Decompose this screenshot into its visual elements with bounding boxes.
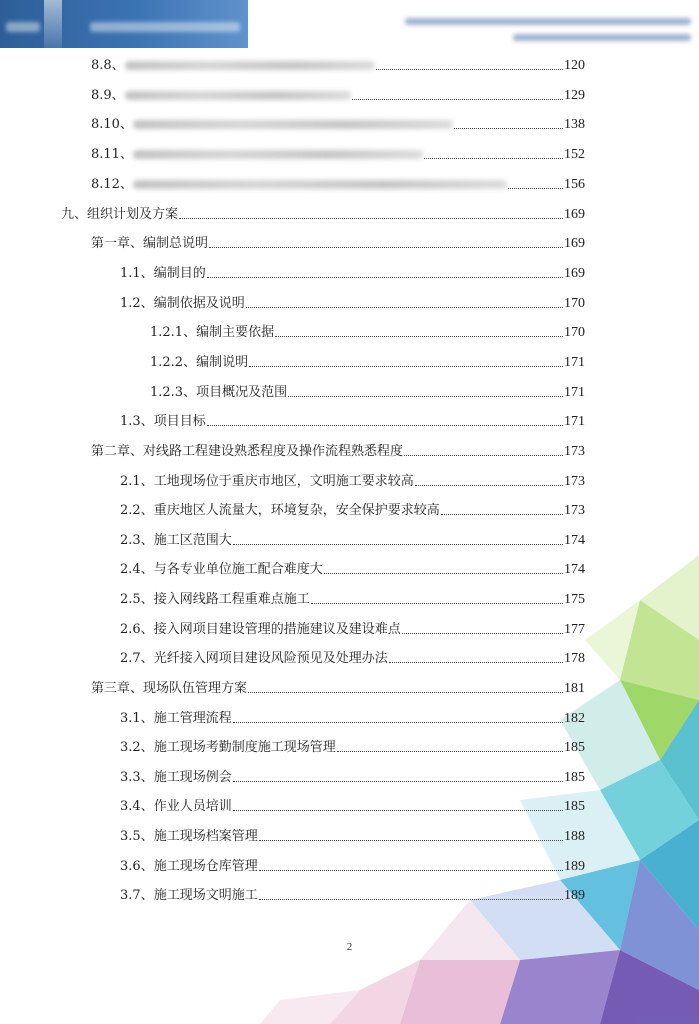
toc-row-number: 1.2.1、	[150, 325, 197, 340]
toc-row-title: 施工管理流程	[153, 711, 232, 726]
toc-row-leader	[454, 128, 563, 129]
toc-row-title: 编制依据及说明	[153, 296, 245, 311]
toc-row-leader	[415, 485, 563, 486]
toc-row-title: 编制主要依据	[196, 325, 275, 340]
toc-row-page: 169	[564, 207, 585, 222]
toc-row[interactable]	[120, 707, 585, 727]
toc-row-leader	[424, 158, 563, 159]
toc-row-page: 181	[564, 681, 585, 696]
toc-row[interactable]	[120, 766, 585, 786]
toc-row[interactable]	[120, 529, 585, 549]
toc-row-page: 129	[564, 88, 585, 103]
toc-row-leader	[337, 751, 563, 752]
toc-row-number: 3.1、	[120, 711, 154, 726]
toc-row-leader	[402, 633, 563, 634]
toc-row-number: 8.11、	[91, 147, 133, 162]
toc-row-number: 8.9、	[91, 88, 125, 103]
toc-row-number: 1.2、	[120, 296, 154, 311]
toc-row-page: 171	[564, 355, 585, 370]
toc-row-page: 120	[564, 58, 585, 73]
toc-row-leader	[233, 722, 563, 723]
toc-row-title: 接入网项目建设管理的措施建议及建设难点	[153, 622, 401, 637]
toc-row[interactable]	[61, 203, 585, 223]
toc-row-page: 171	[564, 414, 585, 429]
toc-row-page: 169	[564, 236, 585, 251]
toc-row-number: 1.1、	[120, 266, 154, 281]
toc-row-number: 8.10、	[91, 117, 133, 132]
toc-row-number: 3.5、	[120, 829, 154, 844]
toc-row-leader	[207, 277, 563, 278]
toc-row-page: 138	[564, 117, 585, 132]
toc-row-page: 152	[564, 147, 585, 162]
toc-row-title: 作业人员培训	[153, 799, 232, 814]
toc-row-redacted-title	[133, 150, 423, 159]
toc-row-leader	[233, 810, 563, 811]
toc-row-number: 3.2、	[120, 740, 154, 755]
toc-row-leader	[389, 662, 563, 663]
toc-row-page: 174	[564, 533, 585, 548]
toc-row-number: 1.2.2、	[150, 355, 197, 370]
toc-row-leader	[246, 307, 563, 308]
toc-row-leader	[248, 692, 563, 693]
toc-row-page: 178	[564, 651, 585, 666]
toc-row-title: 施工现场仓库管理	[153, 859, 258, 874]
toc-row[interactable]	[150, 381, 585, 401]
toc-row-title: 与各专业单位施工配合难度大	[153, 562, 323, 577]
toc-row-number: 8.8、	[91, 58, 125, 73]
toc-row-title: 工地现场位于重庆市地区，文明施工要求较高	[153, 474, 414, 489]
toc-row-redacted-title	[125, 91, 351, 100]
toc-row-number: 3.3、	[120, 770, 154, 785]
toc-row-page: 173	[564, 474, 585, 489]
toc-row-title: 项目概况及范围	[196, 385, 288, 400]
toc-row-page: 170	[564, 296, 585, 311]
toc-row-page: 182	[564, 711, 585, 726]
toc-row[interactable]	[120, 825, 585, 845]
toc-row-number: 1.2.3、	[150, 385, 197, 400]
toc-row-leader	[259, 899, 563, 900]
toc-row-number: 8.12、	[91, 177, 133, 192]
toc-row[interactable]	[120, 588, 585, 608]
toc-row-leader	[259, 840, 563, 841]
toc-row-leader	[259, 870, 563, 871]
toc-row-title: 施工现场文明施工	[153, 888, 258, 903]
toc-row-leader	[207, 425, 563, 426]
toc-row[interactable]	[91, 84, 585, 104]
toc-row-title: 第三章、现场队伍管理方案	[91, 681, 248, 696]
toc-row-page: 169	[564, 266, 585, 281]
toc-row-page: 177	[564, 622, 585, 637]
toc-row-leader	[311, 603, 563, 604]
toc-row[interactable]	[120, 558, 585, 578]
toc-row[interactable]	[150, 351, 585, 371]
toc-row[interactable]	[120, 736, 585, 756]
toc-row[interactable]	[91, 143, 585, 163]
toc-row-page: 173	[564, 503, 585, 518]
toc-row-title: 项目目标	[153, 414, 206, 429]
toc-row-number: 2.4、	[120, 562, 154, 577]
toc-row-leader	[233, 781, 563, 782]
toc-row-number: 2.7、	[120, 651, 154, 666]
toc-row[interactable]	[120, 499, 585, 519]
toc-row[interactable]	[91, 173, 585, 193]
toc-row-leader	[275, 336, 563, 337]
toc-row[interactable]	[120, 647, 585, 667]
page-number: 2	[346, 941, 353, 953]
toc-row[interactable]	[91, 440, 585, 460]
toc-row-redacted-title	[125, 61, 375, 70]
toc-row-title: 第一章、编制总说明	[91, 236, 209, 251]
toc-row-leader	[404, 455, 563, 456]
toc-row[interactable]	[120, 292, 585, 312]
toc-row-leader	[288, 396, 563, 397]
toc-row-number: 2.2、	[120, 503, 154, 518]
toc-row-page: 170	[564, 325, 585, 340]
toc-row-page: 185	[564, 740, 585, 755]
toc-row-title: 施工现场档案管理	[153, 829, 258, 844]
toc-row[interactable]	[120, 795, 585, 815]
toc-row-leader	[508, 188, 563, 189]
toc-row[interactable]	[120, 618, 585, 638]
toc-row-leader	[376, 69, 563, 70]
toc-row-leader	[233, 544, 563, 545]
toc-row-number: 3.4、	[120, 799, 154, 814]
toc-row-number: 2.5、	[120, 592, 154, 607]
toc-row[interactable]	[91, 677, 585, 697]
toc-row-leader	[249, 366, 563, 367]
toc-row-number: 3.7、	[120, 888, 154, 903]
toc-row-title: 光纤接入网项目建设风险预见及处理办法	[153, 651, 388, 666]
toc-row-page: 174	[564, 562, 585, 577]
toc-row[interactable]	[120, 470, 585, 490]
toc-row-leader	[179, 218, 563, 219]
toc-row-title: 编制说明	[196, 355, 249, 370]
toc-row-leader	[441, 514, 563, 515]
toc-row[interactable]	[91, 113, 585, 133]
toc-row-page: 189	[564, 859, 585, 874]
toc-row-redacted-title	[133, 120, 453, 129]
toc-row-page: 185	[564, 770, 585, 785]
toc-row-page: 156	[564, 177, 585, 192]
toc-row-title: 施工区范围大	[153, 533, 232, 548]
toc-row-number: 2.3、	[120, 533, 154, 548]
toc-row-page: 175	[564, 592, 585, 607]
toc-row-number: 2.1、	[120, 474, 154, 489]
toc-row[interactable]	[91, 54, 585, 74]
toc-row-page: 171	[564, 385, 585, 400]
toc-row[interactable]	[120, 262, 585, 282]
toc-row[interactable]	[120, 410, 585, 430]
toc-row-title: 第二章、对线路工程建设熟悉程度及操作流程熟悉程度	[91, 444, 404, 459]
toc-row-number: 1.3、	[120, 414, 154, 429]
toc-row-page: 189	[564, 888, 585, 903]
toc-row-redacted-title	[133, 180, 507, 189]
toc-row-title: 重庆地区人流量大，环境复杂，安全保护要求较高	[153, 503, 440, 518]
toc-row[interactable]	[120, 884, 585, 904]
toc-row-leader	[324, 573, 563, 574]
toc-row-leader	[352, 99, 563, 100]
toc-row-page: 188	[564, 829, 585, 844]
toc-row-page: 173	[564, 444, 585, 459]
toc-row-number: 2.6、	[120, 622, 154, 637]
toc-row-title: 编制目的	[153, 266, 206, 281]
toc-row-title: 施工现场考勤制度施工现场管理	[153, 740, 336, 755]
toc-row[interactable]	[120, 855, 585, 875]
toc-row[interactable]	[91, 232, 585, 252]
toc-row-number: 3.6、	[120, 859, 154, 874]
toc-row-title: 九、组织计划及方案	[61, 207, 179, 222]
toc-row-title: 施工现场例会	[153, 770, 232, 785]
toc-row[interactable]	[150, 321, 585, 341]
toc-row-title: 接入网线路工程重难点施工	[153, 592, 310, 607]
toc-row-leader	[209, 247, 563, 248]
toc-row-page: 185	[564, 799, 585, 814]
